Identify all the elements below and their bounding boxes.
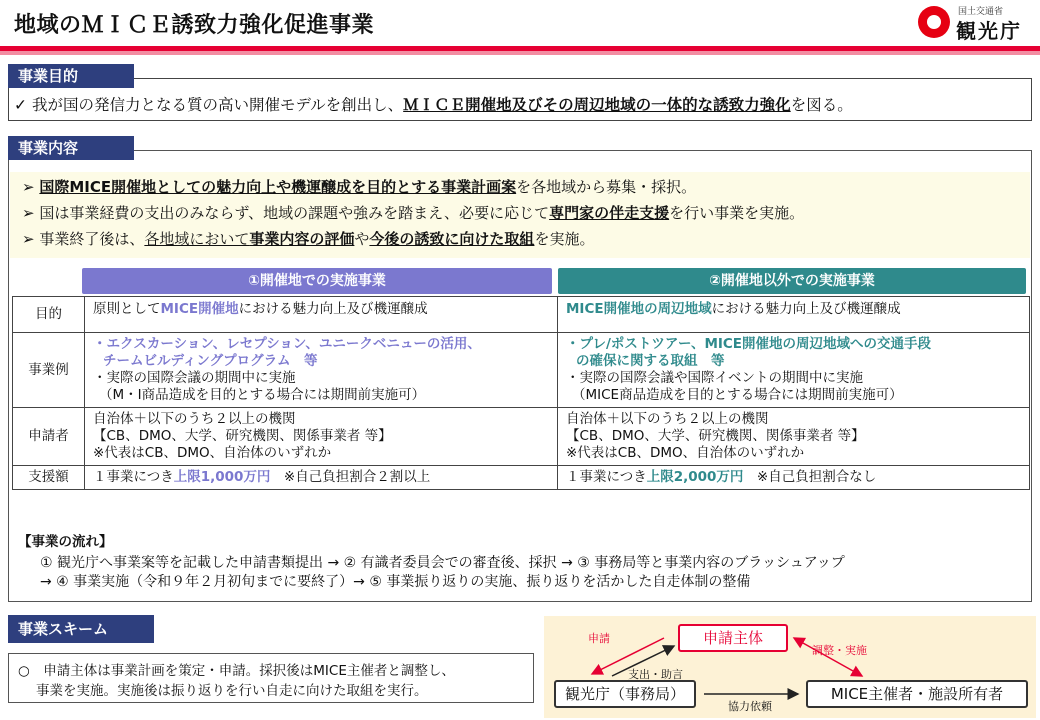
table-row [13, 333, 1030, 408]
bullet-1: ➢ 国際MICE開催地としての魅力向上や機運醸成を目的とする事業計画案を各地域から募集・採択。 [22, 178, 697, 196]
bullet-arrow-icon: ➢ [22, 230, 35, 248]
label-apply: 申請 [588, 632, 610, 645]
purpose-text: ✓ 我が国の発信力となる質の高い開催モデルを創出し、ＭＩＣＥ開催地及びその周辺地域の一体的な誘致力強化を図る。 [14, 96, 853, 114]
purpose-emphasis: ＭＩＣＥ開催地及びその周辺地域の一体的な誘致力強化 [403, 96, 791, 114]
project-table [12, 296, 1030, 490]
flow-line-1: ① 観光庁へ事業案等を記載した申請書類提出 → ② 有識者委員会での審査後、採択 → ③ 事務局等と事業内容のブラッシュアップ [40, 555, 845, 571]
scheme-text-2: 事業を実施。実施後は振り返りを行い自走に向けた取組を実行。 [36, 683, 428, 699]
cell: 自治体＋以下のうち２以上の機関 【CB、DMO、大学、研究機関、関係事業者 等】 ※代表はCB、DMO、自治体のいずれか [558, 408, 1030, 466]
node-mice-organizer: MICE主催者・施設所有者 [806, 680, 1028, 708]
label-support: 支出・助言 [628, 668, 683, 681]
purpose-section-label: 事業目的 [8, 64, 134, 88]
logo-agency-text: 観光庁 [956, 19, 1022, 43]
content-section-label: 事業内容 [8, 136, 134, 160]
row-head-examples: 事業例 [13, 333, 85, 408]
row-head-applicant: 申請者 [13, 408, 85, 466]
row-head-purpose: 目的 [13, 297, 85, 333]
cell: ・エクスカーション、レセプション、ユニークベニューの活用、 チームビルディングプログラム 等 ・実際の国際会議の期間中に実施 （M・I商品造成を目的とする場合には期間前実施可） [85, 333, 558, 408]
column-header-host-city: ①開催地での実施事業 [82, 268, 552, 294]
jta-logo [918, 2, 1036, 42]
flow-line-2: → ④ 事業実施（令和９年２月初旬までに要終了）→ ⑤ 事業振り返りの実施、振り返りを活かした自走体制の整備 [40, 574, 751, 590]
node-jta-secretariat: 観光庁（事務局） [554, 680, 696, 708]
cell: 原則としてMICE開催地における魅力向上及び機運醸成 [85, 297, 558, 333]
cell: １事業につき上限1,000万円 ※自己負担割合２割以上 [85, 466, 558, 490]
cell: 自治体＋以下のうち２以上の機関 【CB、DMO、大学、研究機関、関係事業者 等】 ※代表はCB、DMO、自治体のいずれか [85, 408, 558, 466]
label-coordinate: 調整・実施 [812, 644, 867, 657]
cell: ・プレ/ポストツアー、MICE開催地の周辺地域への交通手段 の確保に関する取組 等 ・実際の国際会議や国際イベントの期間中に実施 （MICE商品造成を目的とする場合には期間前実施可） [558, 333, 1030, 408]
flow-title: 【事業の流れ】 [18, 534, 113, 550]
bullet-2: ➢ 国は事業経費の支出のみならず、地域の課題や強みを踏まえ、必要に応じて専門家の伴走支援を行い事業を実施。 [22, 204, 805, 222]
table-row [13, 466, 1030, 490]
content-bullets [10, 172, 1030, 258]
bullet-arrow-icon: ➢ [22, 178, 35, 196]
scheme-section-label: 事業スキーム [8, 615, 154, 643]
bullet-3: ➢ 事業終了後は、各地域において事業内容の評価や今後の誘致に向けた取組を実施。 [22, 230, 595, 248]
row-head-amount: 支援額 [13, 466, 85, 490]
cell: MICE開催地の周辺地域における魅力向上及び機運醸成 [558, 297, 1030, 333]
scheme-diagram [544, 616, 1036, 718]
logo-ministry-text: 国土交通省 [958, 7, 1004, 17]
label-request: 協力依頼 [728, 700, 772, 713]
check-icon: ✓ [14, 96, 27, 114]
table-row [13, 297, 1030, 333]
scheme-text-1: ○ 申請主体は事業計画を策定・申請。採択後はMICE主催者と調整し、 [18, 663, 455, 679]
cell: １事業につき上限2,000万円 ※自己負担割合なし [558, 466, 1030, 490]
node-applicant: 申請主体 [678, 624, 788, 652]
header-divider-sub [0, 51, 1040, 55]
page-title: 地域のＭＩＣＥ誘致力強化促進事業 [14, 13, 375, 38]
column-header-other-areas: ②開催地以外での実施事業 [558, 268, 1026, 294]
logo-mark-icon [918, 6, 950, 38]
bullet-arrow-icon: ➢ [22, 204, 35, 222]
table-row [13, 408, 1030, 466]
